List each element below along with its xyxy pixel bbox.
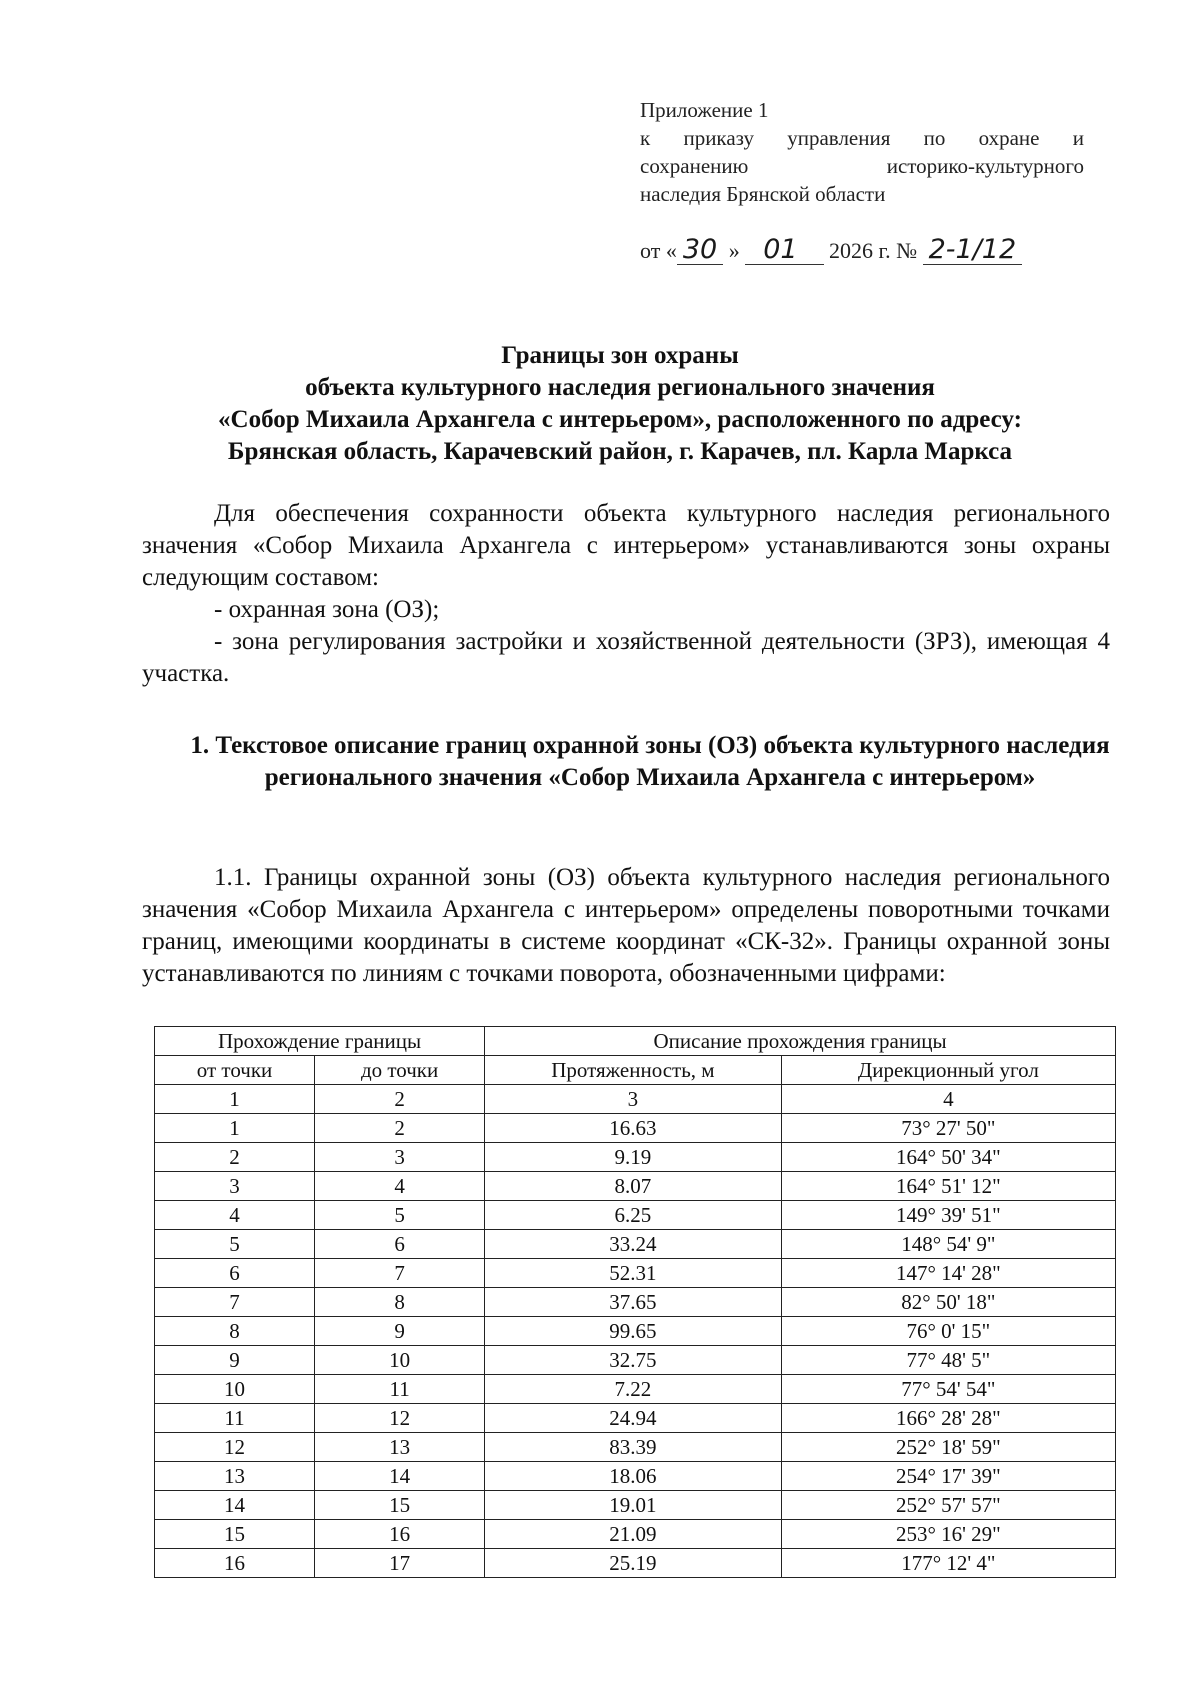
cell-length: 6.25 <box>485 1201 782 1230</box>
cell-length: 32.75 <box>485 1346 782 1375</box>
cell-from-point: 14 <box>155 1491 315 1520</box>
cell-from-point: 5 <box>155 1230 315 1259</box>
annex-order-line-3: наследия Брянской области <box>640 182 886 206</box>
cell-direction-angle: 252° 57' 57" <box>781 1491 1115 1520</box>
table-row <box>155 1520 1116 1549</box>
header-direction-angle: Дирекционный угол <box>781 1056 1115 1085</box>
cell-direction-angle: 77° 54' 54" <box>781 1375 1115 1404</box>
numbering-cell: 3 <box>485 1085 782 1114</box>
cell-direction-angle: 77° 48' 5" <box>781 1346 1115 1375</box>
annex-date-line <box>640 236 1084 265</box>
section-1-paragraph <box>142 862 1110 990</box>
date-mid: » <box>728 238 740 263</box>
cell-direction-angle: 164° 51' 12" <box>781 1172 1115 1201</box>
table-row <box>155 1346 1116 1375</box>
header-from-point: от точки <box>155 1056 315 1085</box>
numbering-cell: 2 <box>315 1085 485 1114</box>
cell-to-point: 2 <box>315 1114 485 1143</box>
cell-direction-angle: 252° 18' 59" <box>781 1433 1115 1462</box>
table-numbering-row <box>155 1085 1116 1114</box>
cell-direction-angle: 253° 16' 29" <box>781 1520 1115 1549</box>
cell-length: 25.19 <box>485 1549 782 1578</box>
cell-length: 33.24 <box>485 1230 782 1259</box>
table-row <box>155 1433 1116 1462</box>
table-row <box>155 1288 1116 1317</box>
cell-direction-angle: 164° 50' 34" <box>781 1143 1115 1172</box>
table-row <box>155 1317 1116 1346</box>
cell-to-point: 3 <box>315 1143 485 1172</box>
cell-from-point: 8 <box>155 1317 315 1346</box>
cell-direction-angle: 82° 50' 18" <box>781 1288 1115 1317</box>
table-column-header <box>155 1056 1116 1085</box>
cell-direction-angle: 147° 14' 28" <box>781 1259 1115 1288</box>
cell-to-point: 17 <box>315 1549 485 1578</box>
handwritten-month: 01 <box>745 236 823 265</box>
cell-length: 7.22 <box>485 1375 782 1404</box>
cell-from-point: 16 <box>155 1549 315 1578</box>
table-row <box>155 1172 1116 1201</box>
cell-from-point: 12 <box>155 1433 315 1462</box>
title-line-1: Границы зон охраны <box>501 342 739 369</box>
table-row <box>155 1114 1116 1143</box>
table-row <box>155 1230 1116 1259</box>
handwritten-order-number: 2-1/12 <box>923 236 1023 265</box>
table-row <box>155 1259 1116 1288</box>
header-boundary-passage: Прохождение границы <box>155 1027 485 1056</box>
cell-length: 24.94 <box>485 1404 782 1433</box>
cell-direction-angle: 177° 12' 4" <box>781 1549 1115 1578</box>
cell-direction-angle: 73° 27' 50" <box>781 1114 1115 1143</box>
table-row <box>155 1375 1116 1404</box>
cell-from-point: 10 <box>155 1375 315 1404</box>
table-group-header <box>155 1027 1116 1056</box>
cell-to-point: 9 <box>315 1317 485 1346</box>
cell-length: 99.65 <box>485 1317 782 1346</box>
header-length: Протяженность, м <box>485 1056 782 1085</box>
cell-length: 18.06 <box>485 1462 782 1491</box>
intro-text <box>142 498 1110 690</box>
cell-from-point: 13 <box>155 1462 315 1491</box>
cell-to-point: 15 <box>315 1491 485 1520</box>
cell-length: 83.39 <box>485 1433 782 1462</box>
title-line-3: «Собор Михаила Архангела с интерьером», расположенного по адресу: <box>218 406 1022 433</box>
cell-to-point: 10 <box>315 1346 485 1375</box>
cell-from-point: 4 <box>155 1201 315 1230</box>
cell-from-point: 7 <box>155 1288 315 1317</box>
handwritten-day: 30 <box>677 236 723 265</box>
cell-length: 19.01 <box>485 1491 782 1520</box>
cell-to-point: 4 <box>315 1172 485 1201</box>
table-row <box>155 1491 1116 1520</box>
cell-to-point: 5 <box>315 1201 485 1230</box>
zone-item-zrz: - зона регулирования застройки и хозяйственной деятельности (ЗРЗ), имеющая 4 участка. <box>142 628 1110 687</box>
cell-direction-angle: 166° 28' 28" <box>781 1404 1115 1433</box>
cell-direction-angle: 254° 17' 39" <box>781 1462 1115 1491</box>
cell-from-point: 1 <box>155 1114 315 1143</box>
title-line-4: Брянская область, Карачевский район, г. Карачев, пл. Карла Маркса <box>227 438 1013 465</box>
cell-direction-angle: 149° 39' 51" <box>781 1201 1115 1230</box>
annex-order-line-2: сохранению историко-культурного <box>640 154 1084 178</box>
cell-from-point: 15 <box>155 1520 315 1549</box>
intro-paragraph: Для обеспечения сохранности объекта культурного наследия регионального значения «Собор Михаила Архангела с интерьером» устанавливаются зоны охраны следующим составом: <box>142 500 1110 591</box>
boundary-table <box>154 1026 1116 1578</box>
title-line-2: объекта культурного наследия регионального значения <box>305 374 935 401</box>
cell-length: 16.63 <box>485 1114 782 1143</box>
cell-to-point: 8 <box>315 1288 485 1317</box>
table-row <box>155 1404 1116 1433</box>
section-1-heading: 1. Текстовое описание границ охранной зоны (ОЗ) объекта культурного наследия регионального значения «Собор Михаила Архангела с интерьером» <box>190 732 1110 791</box>
cell-to-point: 12 <box>315 1404 485 1433</box>
cell-from-point: 9 <box>155 1346 315 1375</box>
cell-to-point: 14 <box>315 1462 485 1491</box>
table-row <box>155 1462 1116 1491</box>
header-to-point: до точки <box>315 1056 485 1085</box>
cell-to-point: 16 <box>315 1520 485 1549</box>
zone-item-oz: - охранная зона (ОЗ); <box>214 596 440 623</box>
cell-to-point: 7 <box>315 1259 485 1288</box>
cell-to-point: 13 <box>315 1433 485 1462</box>
cell-direction-angle: 148° 54' 9" <box>781 1230 1115 1259</box>
date-prefix: от « <box>640 238 677 263</box>
section-1-text: 1.1. Границы охранной зоны (ОЗ) объекта культурного наследия регионального значения «Собор Михаила Архангела с интерьером» определены поворотными точками границ, имеющими координаты в системе координат «СК-32». Границы охранной зоны устанавливаются по линиям с точками поворота, обозначенными цифрами: <box>142 864 1110 987</box>
numbering-cell: 1 <box>155 1085 315 1114</box>
document-title <box>120 340 1120 468</box>
cell-length: 8.07 <box>485 1172 782 1201</box>
cell-length: 52.31 <box>485 1259 782 1288</box>
table-row <box>155 1549 1116 1578</box>
cell-length: 21.09 <box>485 1520 782 1549</box>
cell-from-point: 2 <box>155 1143 315 1172</box>
annex-order-line-1: к приказу управления по охране и <box>640 126 1084 150</box>
cell-length: 9.19 <box>485 1143 782 1172</box>
annex-title: Приложение 1 <box>640 98 769 122</box>
table-row <box>155 1201 1116 1230</box>
cell-to-point: 11 <box>315 1375 485 1404</box>
table-row <box>155 1143 1116 1172</box>
cell-to-point: 6 <box>315 1230 485 1259</box>
cell-direction-angle: 76° 0' 15" <box>781 1317 1115 1346</box>
cell-from-point: 6 <box>155 1259 315 1288</box>
numbering-cell: 4 <box>781 1085 1115 1114</box>
date-year: 2026 г. № <box>829 238 918 263</box>
table-body <box>155 1114 1116 1578</box>
annex-block <box>640 96 1084 265</box>
cell-length: 37.65 <box>485 1288 782 1317</box>
header-boundary-description: Описание прохождения границы <box>485 1027 1116 1056</box>
cell-from-point: 11 <box>155 1404 315 1433</box>
cell-from-point: 3 <box>155 1172 315 1201</box>
